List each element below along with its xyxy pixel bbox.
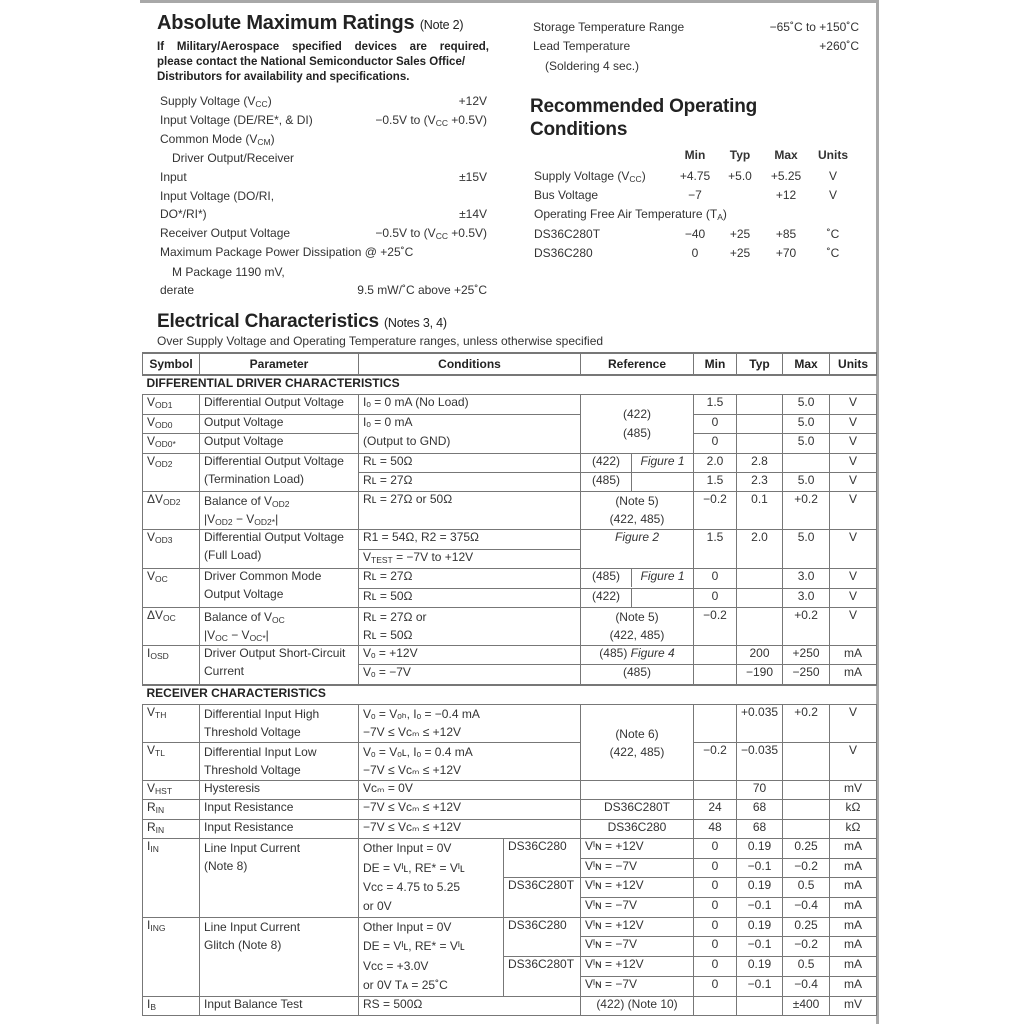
conditions-cell: Rʟ = 27Ω (359, 569, 581, 588)
min-cell (694, 996, 737, 1015)
typ-cell: 0.19 (737, 917, 783, 936)
warning-line: Distributors for availability and specifications. (157, 71, 410, 83)
units-cell: V (830, 705, 877, 743)
typ-cell (737, 395, 783, 414)
abs-max-item-label: Supply Voltage $(V_{CC})$ (160, 94, 272, 109)
units-cell: V (830, 453, 877, 472)
parameter-cell: Input Resistance (200, 819, 359, 838)
parameter-cell: Differential Output Voltage (Full Load) (200, 530, 359, 569)
section-row (143, 685, 877, 705)
parameter-cell: Input Resistance (200, 800, 359, 819)
units-cell: mV (830, 781, 877, 800)
units-cell: mA (830, 898, 877, 917)
abs-max-title-text: Absolute Maximum Ratings (157, 12, 415, 34)
reference-cell: (Note 5) (422, 485) (581, 492, 694, 530)
min-cell: 0 (694, 588, 737, 607)
section-driver: DIFFERENTIAL DRIVER CHARACTERISTICS (143, 375, 877, 395)
parameter-cell: Driver Output Short-Circuit Current (200, 645, 359, 684)
rec-op-typ: +5.0 (728, 169, 752, 183)
conditions-cell: Rʟ = 50Ω (359, 588, 581, 607)
conditions-cell: Vₒ = Vₒʟ, Iₒ = 0.4 mA −7V ≤ Vᴄₘ ≤ +12V (359, 743, 581, 781)
conditions-cell: Other Input = 0V DE = Vᴵʟ, RE* = Vᴵʟ Vᴄᴄ = 4.75 to 5.25 or 0V (359, 839, 504, 918)
warning-line: please contact the National Semiconductor Sales Office/ (157, 56, 466, 68)
parameter-cell: Driver Common Mode Output Voltage (200, 569, 359, 608)
elec-title (157, 311, 447, 333)
parameter-cell: Line Input Current Glitch (Note 8) (200, 917, 359, 996)
parameter-cell: Balance of $V_{OD2}$ $|V_{OD2} - V_{OD2*}|$ (200, 492, 359, 530)
min-cell (694, 781, 737, 800)
rec-op-max: +12 (775, 188, 797, 202)
abs-max-item-label: Input Voltage (DO/RI, (160, 189, 275, 203)
units-cell: mV (830, 996, 877, 1015)
vin-cell: Vᴵɴ = +12V (581, 956, 694, 976)
max-cell: 5.0 (783, 414, 830, 433)
max-cell: 5.0 (783, 472, 830, 491)
max-cell (783, 819, 830, 838)
typ-cell: −0.1 (737, 977, 783, 996)
symbol-cell: $V_{OD1}$ (143, 395, 200, 414)
rec-op-min: −40 (684, 227, 706, 241)
max-cell: 0.5 (783, 956, 830, 976)
reference-cell: (422) Figure 1 (581, 453, 694, 472)
table-row (143, 743, 877, 781)
rec-op-label: Bus Voltage (534, 188, 599, 202)
reference-cell: (485) (581, 472, 694, 491)
abs-max-item-label: Common Mode $(V_{CM})$ (160, 132, 275, 147)
abs-max-item-label: Lead Temperature (533, 39, 631, 53)
table-row (143, 395, 877, 414)
units-cell: V (830, 414, 877, 433)
rec-op-max: +5.25 (770, 169, 802, 183)
typ-cell: −0.035 (737, 743, 783, 781)
typ-cell: 0.19 (737, 878, 783, 898)
abs-max-warning (157, 40, 489, 85)
col-header-typ: Typ (737, 353, 783, 375)
rec-op-label: DS36C280 (534, 246, 593, 260)
reference-cell: (485) Figure 4 (581, 645, 694, 664)
min-cell: 0 (694, 917, 737, 936)
symbol-cell: $\Delta V_{OD2}$ (143, 492, 200, 530)
reference-cell (581, 781, 694, 800)
units-cell: mA (830, 878, 877, 898)
symbol-cell: $I_{IN}$ (143, 839, 200, 918)
conditions-cell: Iₒ = 0 mA (No Load) (359, 395, 581, 414)
conditions-cell: Iₒ = 0 mA (359, 414, 581, 433)
parameter-cell: Hysteresis (200, 781, 359, 800)
section-receiver: RECEIVER CHARACTERISTICS (143, 685, 877, 705)
conditions-cell: R1 = 54Ω, R2 = 375Ω (359, 530, 581, 549)
rec-op-label: Operating Free Air Temperature $(T_A)$ (534, 207, 727, 222)
reference-cell: (485) (581, 665, 694, 685)
conditions-cell: −7V ≤ Vᴄₘ ≤ +12V (359, 800, 581, 819)
units-cell: mA (830, 858, 877, 877)
typ-cell: 2.3 (737, 472, 783, 491)
units-cell: V (830, 434, 877, 453)
conditions-cell: Other Input = 0V DE = Vᴵʟ, RE* = Vᴵʟ Vᴄᴄ = +3.0V or 0V Tᴀ = 25˚C (359, 917, 504, 996)
min-cell: 1.5 (694, 395, 737, 414)
section-row (143, 375, 877, 395)
units-cell: V (830, 395, 877, 414)
parameter-cell: Differential Output Voltage (200, 395, 359, 414)
table-row (143, 917, 877, 936)
symbol-cell: $V_{OD2}$ (143, 453, 200, 492)
units-cell: kΩ (830, 800, 877, 819)
max-cell: −250 (783, 665, 830, 685)
units-cell: mA (830, 937, 877, 956)
rec-op-label: Supply Voltage $(V_{CC})$ (534, 169, 646, 184)
conditions-cell: Vₒ = +12V (359, 645, 581, 664)
conditions-cell: Vᴄₘ = 0V (359, 781, 581, 800)
conditions-cell: Rʟ = 27Ω (359, 472, 581, 491)
min-cell: 1.5 (694, 530, 737, 569)
typ-cell (737, 588, 783, 607)
min-cell (694, 665, 737, 685)
parameter-cell: Line Input Current (Note 8) (200, 839, 359, 918)
units-cell: V (830, 588, 877, 607)
reference-cell: (422) (581, 588, 694, 607)
max-cell: +250 (783, 645, 830, 664)
max-cell: 0.5 (783, 878, 830, 898)
elec-title-text: Electrical Characteristics (157, 311, 379, 332)
min-cell: 0 (694, 839, 737, 858)
conditions-cell: Vₒ = Vₒₕ, Iₒ = −0.4 mA −7V ≤ Vᴄₘ ≤ +12V (359, 705, 581, 743)
typ-cell: 2.0 (737, 530, 783, 569)
table-header-row (143, 353, 877, 375)
conditions-cell: −7V ≤ Vᴄₘ ≤ +12V (359, 819, 581, 838)
abs-max-title (157, 12, 463, 35)
abs-max-item-value: −0.5V to $(V_{CC} +0.5V)$ (375, 226, 487, 241)
rec-op-title (530, 95, 757, 141)
table-row (143, 800, 877, 819)
symbol-cell: $V_{OD0}$ (143, 414, 200, 433)
table-row (143, 705, 877, 743)
units-cell: V (830, 530, 877, 569)
abs-max-item-label: Input Voltage (DE/RE*, & DI) (160, 113, 313, 127)
max-cell: −0.2 (783, 937, 830, 956)
col-header-reference: Reference (581, 353, 694, 375)
typ-cell: 200 (737, 645, 783, 664)
typ-cell: −190 (737, 665, 783, 685)
units-cell: V (830, 472, 877, 491)
typ-cell: −0.1 (737, 858, 783, 877)
reference-cell: Figure 2 (581, 530, 694, 569)
max-cell (783, 800, 830, 819)
rec-op-typ: +25 (729, 227, 751, 241)
rec-op-title-line: Conditions (530, 119, 628, 140)
rec-op-max: +85 (775, 227, 797, 241)
typ-cell: +0.035 (737, 705, 783, 743)
table-row (143, 996, 877, 1015)
max-cell: −0.2 (783, 858, 830, 877)
col-header-max: Max (783, 353, 830, 375)
table-row (143, 569, 877, 588)
units-cell: kΩ (830, 819, 877, 838)
max-cell: 0.25 (783, 917, 830, 936)
max-cell: 3.0 (783, 569, 830, 588)
units-cell: mA (830, 839, 877, 858)
max-cell (783, 781, 830, 800)
symbol-cell: $V_{TH}$ (143, 705, 200, 743)
conditions-cell: Vₒ = −7V (359, 665, 581, 685)
typ-cell (737, 434, 783, 453)
device-cell: DS36C280T (504, 878, 581, 918)
typ-cell: 2.8 (737, 453, 783, 472)
min-cell: −0.2 (694, 492, 737, 530)
col-header-symbol: Symbol (143, 353, 200, 375)
table-row (143, 414, 877, 433)
parameter-cell: Differential Output Voltage (Termination Load) (200, 453, 359, 492)
col-header-units: Units (830, 353, 877, 375)
table-row (143, 839, 877, 858)
abs-max-item-label: Receiver Output Voltage (160, 226, 291, 240)
rec-op-header: Typ (729, 148, 751, 162)
rec-op-units: V (828, 188, 837, 202)
rec-op-typ: +25 (729, 246, 751, 260)
vin-cell: Vᴵɴ = +12V (581, 917, 694, 936)
parameter-cell: Output Voltage (200, 434, 359, 453)
abs-max-item-label: Driver Output/Receiver (172, 151, 295, 165)
abs-max-item-label: Storage Temperature Range (533, 20, 685, 34)
min-cell: 0 (694, 956, 737, 976)
symbol-cell: $\Delta V_{OC}$ (143, 607, 200, 645)
conditions-cell: Rʟ = 50Ω (359, 453, 581, 472)
min-cell: 1.5 (694, 472, 737, 491)
col-header-min: Min (694, 353, 737, 375)
vin-cell: Vᴵɴ = +12V (581, 878, 694, 898)
typ-cell: −0.1 (737, 898, 783, 917)
abs-max-item-value: −0.5V to $(V_{CC} +0.5V)$ (375, 113, 487, 128)
conditions-cell: RS = 500Ω (359, 996, 581, 1015)
abs-max-item-label: (Soldering 4 sec.) (545, 59, 640, 73)
typ-cell: −0.1 (737, 937, 783, 956)
max-cell (783, 743, 830, 781)
reference-cell: (Note 6) (422, 485) (581, 705, 694, 781)
max-cell (783, 453, 830, 472)
min-cell: 24 (694, 800, 737, 819)
max-cell: +0.2 (783, 705, 830, 743)
units-cell: mA (830, 917, 877, 936)
col-header-conditions: Conditions (359, 353, 581, 375)
parameter-cell: Input Balance Test (200, 996, 359, 1015)
typ-cell (737, 607, 783, 645)
abs-max-item-value: ±15V (459, 170, 487, 184)
symbol-cell: $V_{HST}$ (143, 781, 200, 800)
max-cell: 3.0 (783, 588, 830, 607)
max-cell: +0.2 (783, 492, 830, 530)
elec-subtitle: Over Supply Voltage and Operating Temperature ranges, unless otherwise specified (157, 334, 604, 348)
symbol-cell: $R_{IN}$ (143, 800, 200, 819)
reference-cell: (422) (Note 10) (581, 996, 694, 1015)
parameter-cell: Balance of $V_{OC}$ $|V_{OC} - V_{OC*}|$ (200, 607, 359, 645)
abs-max-item-label: DO*/RI*) (160, 207, 207, 221)
typ-cell (737, 996, 783, 1015)
rec-op-min: 0 (691, 246, 699, 260)
max-cell: ±400 (783, 996, 830, 1015)
min-cell: 0 (694, 937, 737, 956)
units-cell: V (830, 492, 877, 530)
symbol-cell: $V_{OC}$ (143, 569, 200, 608)
rec-op-min: +4.75 (679, 169, 711, 183)
min-cell: −0.2 (694, 743, 737, 781)
units-cell: V (830, 743, 877, 781)
rec-op-title-line: Recommended Operating (530, 96, 758, 117)
table-row (143, 781, 877, 800)
typ-cell: 68 (737, 800, 783, 819)
device-cell: DS36C280T (504, 956, 581, 996)
col-header-parameter: Parameter (200, 353, 359, 375)
min-cell: 2.0 (694, 453, 737, 472)
abs-max-item-label: M Package 1190 mV, (172, 265, 285, 279)
max-cell: 5.0 (783, 530, 830, 569)
max-cell: −0.4 (783, 977, 830, 996)
table-row (143, 819, 877, 838)
typ-cell: 0.19 (737, 956, 783, 976)
units-cell: V (830, 569, 877, 588)
max-cell: 0.25 (783, 839, 830, 858)
symbol-cell: $I_{ING}$ (143, 917, 200, 996)
abs-max-item-value: ±14V (459, 207, 487, 221)
vin-cell: Vᴵɴ = +12V (581, 839, 694, 858)
min-cell: 0 (694, 414, 737, 433)
min-cell: 0 (694, 858, 737, 877)
reference-cell: (Note 5) (422, 485) (581, 607, 694, 645)
reference-cell: DS36C280T (581, 800, 694, 819)
min-cell (694, 705, 737, 743)
device-cell: DS36C280 (504, 839, 581, 878)
units-cell: V (830, 607, 877, 645)
symbol-cell: $R_{IN}$ (143, 819, 200, 838)
rec-op-units: ˚C (826, 246, 840, 260)
abs-max-item-label: Maximum Package Power Dissipation @ +25˚C (160, 245, 414, 259)
abs-max-item-value: −65˚C to +150˚C (769, 20, 859, 34)
min-cell: 0 (694, 977, 737, 996)
rec-op-header: Units (818, 148, 848, 162)
min-cell: −0.2 (694, 607, 737, 645)
vin-cell: Vᴵɴ = −7V (581, 977, 694, 996)
electrical-characteristics-table (142, 352, 877, 1016)
rec-op-header: Max (774, 148, 798, 162)
table-row (143, 607, 877, 645)
rec-op-units: ˚C (826, 227, 840, 241)
abs-max-item-value: +260˚C (819, 39, 859, 53)
symbol-cell: $V_{OD3}$ (143, 530, 200, 569)
units-cell: mA (830, 665, 877, 685)
symbol-cell: $V_{TL}$ (143, 743, 200, 781)
conditions-cell: (Output to GND) (359, 434, 581, 453)
reference-cell: (485) Figure 1 (581, 569, 694, 588)
min-cell: 0 (694, 878, 737, 898)
rec-op-units: V (828, 169, 837, 183)
parameter-cell: Differential Input Low Threshold Voltage (200, 743, 359, 781)
reference-cell: (422) (485) (581, 395, 694, 453)
device-cell: DS36C280 (504, 917, 581, 956)
units-cell: mA (830, 645, 877, 664)
table-row (143, 645, 877, 664)
symbol-cell: $V_{OD0*}$ (143, 434, 200, 453)
symbol-cell: $I_{OSD}$ (143, 645, 200, 684)
min-cell: 0 (694, 434, 737, 453)
abs-max-item-label: Input (160, 170, 187, 184)
min-cell: 0 (694, 569, 737, 588)
table-row (143, 434, 877, 453)
min-cell (694, 645, 737, 664)
max-cell: −0.4 (783, 898, 830, 917)
typ-cell: 0.1 (737, 492, 783, 530)
rec-op-header: Min (684, 148, 706, 162)
abs-max-item-value: +12V (458, 94, 487, 108)
conditions-cell: Rʟ = 27Ω or 50Ω (359, 492, 581, 530)
rec-op-label: DS36C280T (534, 227, 601, 241)
rec-op-min: −7 (688, 188, 702, 202)
min-cell: 0 (694, 898, 737, 917)
parameter-cell: Differential Input High Threshold Voltage (200, 705, 359, 743)
vin-cell: Vᴵɴ = −7V (581, 898, 694, 917)
rec-op-max: +70 (775, 246, 797, 260)
reference-cell: DS36C280 (581, 819, 694, 838)
vin-cell: Vᴵɴ = −7V (581, 858, 694, 877)
typ-cell (737, 569, 783, 588)
warning-line: If Military/Aerospace specified devices are required, (157, 41, 489, 53)
table-row (143, 453, 877, 472)
abs-max-note: (Note 2) (419, 18, 464, 32)
typ-cell: 0.19 (737, 839, 783, 858)
parameter-cell: Output Voltage (200, 414, 359, 433)
units-cell: mA (830, 977, 877, 996)
elec-note: (Notes 3, 4) (383, 316, 447, 330)
vin-cell: Vᴵɴ = −7V (581, 937, 694, 956)
max-cell: 5.0 (783, 434, 830, 453)
abs-max-item-value: 9.5 mW/˚C above +25˚C (357, 283, 487, 297)
max-cell: +0.2 (783, 607, 830, 645)
max-cell: 5.0 (783, 395, 830, 414)
abs-max-item-label: derate (160, 283, 195, 297)
table-row (143, 492, 877, 530)
min-cell: 48 (694, 819, 737, 838)
symbol-cell: $I_B$ (143, 996, 200, 1015)
typ-cell: 68 (737, 819, 783, 838)
typ-cell: 70 (737, 781, 783, 800)
conditions-cell: Rʟ = 27Ω or Rʟ = 50Ω (359, 607, 581, 645)
units-cell: mA (830, 956, 877, 976)
typ-cell (737, 414, 783, 433)
conditions-cell: $V_{TEST} = -7V$ to +12V (359, 549, 581, 568)
table-row (143, 530, 877, 549)
